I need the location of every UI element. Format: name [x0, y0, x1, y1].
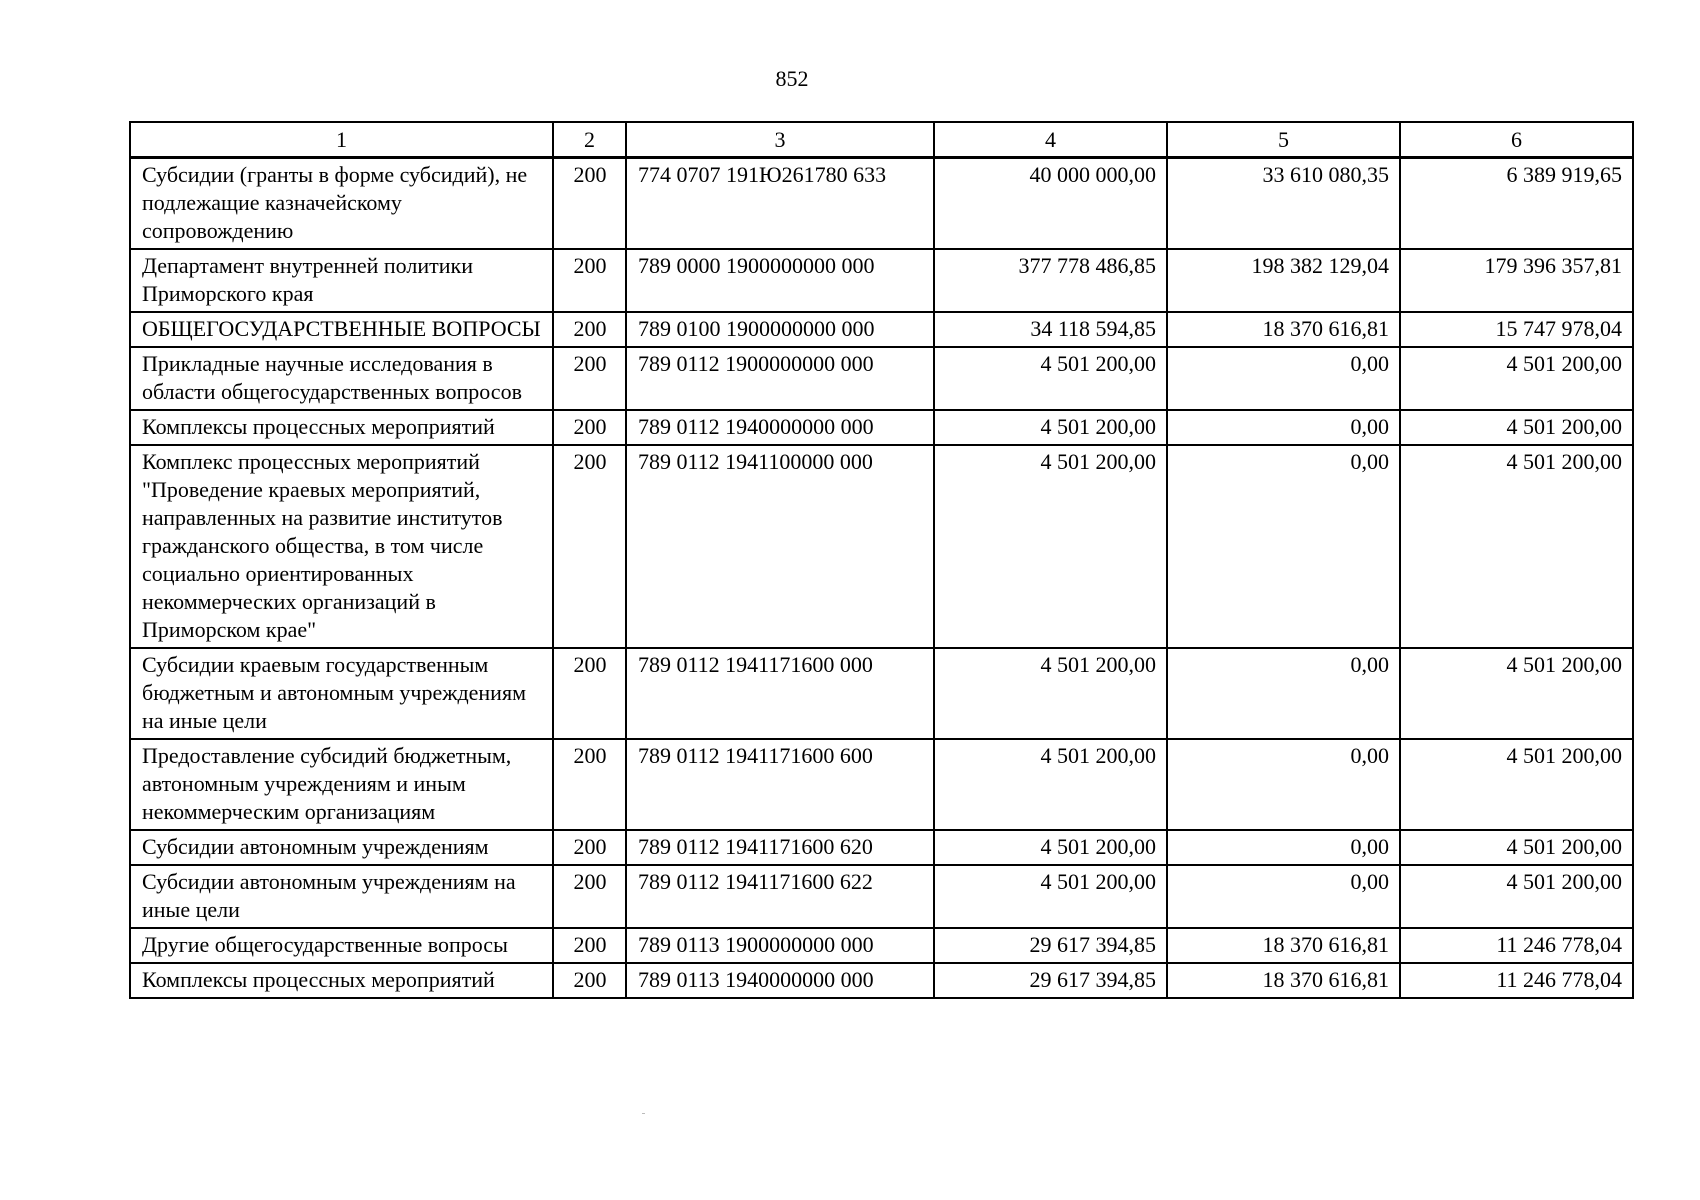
row-col-5: 0,00	[1167, 445, 1400, 648]
row-code: 789 0100 1900000000 000	[626, 312, 934, 347]
table-header-row	[130, 122, 1633, 158]
row-code: 789 0112 1940000000 000	[626, 410, 934, 445]
table-row	[130, 928, 1633, 963]
row-code-2: 200	[553, 865, 626, 928]
table-row	[130, 347, 1633, 410]
row-col-6: 4 501 200,00	[1400, 865, 1633, 928]
table-row	[130, 963, 1633, 998]
row-code-2: 200	[553, 347, 626, 410]
row-code-2: 200	[553, 249, 626, 312]
row-col-4: 4 501 200,00	[934, 865, 1167, 928]
row-code: 774 0707 191Ю261780 633	[626, 158, 934, 250]
row-col-5: 0,00	[1167, 830, 1400, 865]
row-col-4: 4 501 200,00	[934, 445, 1167, 648]
column-header-2: 2	[553, 122, 626, 158]
scan-speck	[642, 1113, 645, 1114]
row-col-5: 0,00	[1167, 410, 1400, 445]
row-name: Департамент внутренней политики Приморского края	[130, 249, 553, 312]
row-code: 789 0000 1900000000 000	[626, 249, 934, 312]
row-name: Субсидии краевым государственным бюджетным и автономным учреждениям на иные цели	[130, 648, 553, 739]
row-col-4: 377 778 486,85	[934, 249, 1167, 312]
row-col-6: 4 501 200,00	[1400, 410, 1633, 445]
row-name: Прикладные научные исследования в области общегосударственных вопросов	[130, 347, 553, 410]
row-col-4: 40 000 000,00	[934, 158, 1167, 250]
row-name: Субсидии автономным учреждениям	[130, 830, 553, 865]
row-col-4: 4 501 200,00	[934, 648, 1167, 739]
row-col-5: 0,00	[1167, 347, 1400, 410]
row-col-4: 29 617 394,85	[934, 928, 1167, 963]
row-code-2: 200	[553, 648, 626, 739]
row-code: 789 0112 1941171600 620	[626, 830, 934, 865]
row-col-4: 4 501 200,00	[934, 347, 1167, 410]
row-code-2: 200	[553, 158, 626, 250]
row-code: 789 0112 1941171600 600	[626, 739, 934, 830]
page-number: 852	[775, 66, 809, 91]
row-col-5: 18 370 616,81	[1167, 963, 1400, 998]
table-row	[130, 648, 1633, 739]
row-code-2: 200	[553, 963, 626, 998]
table-row	[130, 158, 1633, 250]
table-row	[130, 249, 1633, 312]
row-col-5: 0,00	[1167, 865, 1400, 928]
row-code: 789 0113 1940000000 000	[626, 963, 934, 998]
row-code: 789 0112 1900000000 000	[626, 347, 934, 410]
table-row	[130, 445, 1633, 648]
row-col-5: 33 610 080,35	[1167, 158, 1400, 250]
row-code-2: 200	[553, 928, 626, 963]
column-header-1: 1	[130, 122, 553, 158]
row-col-6: 179 396 357,81	[1400, 249, 1633, 312]
table-row	[130, 830, 1633, 865]
row-col-6: 6 389 919,65	[1400, 158, 1633, 250]
row-name: Комплексы процессных мероприятий	[130, 410, 553, 445]
table-row	[130, 312, 1633, 347]
row-col-4: 29 617 394,85	[934, 963, 1167, 998]
row-col-5: 198 382 129,04	[1167, 249, 1400, 312]
column-header-6: 6	[1400, 122, 1633, 158]
row-name: Предоставление субсидий бюджетным, автономным учреждениям и иным некоммерческим организациям	[130, 739, 553, 830]
row-col-4: 4 501 200,00	[934, 739, 1167, 830]
row-col-5: 18 370 616,81	[1167, 312, 1400, 347]
column-header-5: 5	[1167, 122, 1400, 158]
row-name: Комплекс процессных мероприятий "Проведение краевых мероприятий, направленных на развитие институтов гражданского общества, в том числе социально ориентированных некоммерческих организаций в Приморском крае"	[130, 445, 553, 648]
row-name: Субсидии автономным учреждениям на иные цели	[130, 865, 553, 928]
budget-table	[129, 121, 1634, 999]
table-body	[130, 158, 1633, 999]
row-col-6: 11 246 778,04	[1400, 928, 1633, 963]
column-header-3: 3	[626, 122, 934, 158]
row-col-6: 4 501 200,00	[1400, 739, 1633, 830]
row-col-6: 4 501 200,00	[1400, 648, 1633, 739]
row-col-4: 4 501 200,00	[934, 830, 1167, 865]
row-code: 789 0113 1900000000 000	[626, 928, 934, 963]
row-name: Другие общегосударственные вопросы	[130, 928, 553, 963]
row-code-2: 200	[553, 410, 626, 445]
row-name: ОБЩЕГОСУДАРСТВЕННЫЕ ВОПРОСЫ	[130, 312, 553, 347]
row-code: 789 0112 1941100000 000	[626, 445, 934, 648]
row-col-6: 4 501 200,00	[1400, 830, 1633, 865]
row-code-2: 200	[553, 830, 626, 865]
row-col-4: 34 118 594,85	[934, 312, 1167, 347]
row-col-6: 4 501 200,00	[1400, 445, 1633, 648]
row-code-2: 200	[553, 445, 626, 648]
row-col-6: 4 501 200,00	[1400, 347, 1633, 410]
row-col-5: 18 370 616,81	[1167, 928, 1400, 963]
row-col-4: 4 501 200,00	[934, 410, 1167, 445]
row-code-2: 200	[553, 312, 626, 347]
row-col-5: 0,00	[1167, 739, 1400, 830]
row-code: 789 0112 1941171600 000	[626, 648, 934, 739]
table-row	[130, 410, 1633, 445]
row-col-6: 11 246 778,04	[1400, 963, 1633, 998]
row-code: 789 0112 1941171600 622	[626, 865, 934, 928]
column-header-4: 4	[934, 122, 1167, 158]
table-row	[130, 739, 1633, 830]
row-name: Субсидии (гранты в форме субсидий), не подлежащие казначейскому сопровождению	[130, 158, 553, 250]
table-row	[130, 865, 1633, 928]
row-col-6: 15 747 978,04	[1400, 312, 1633, 347]
row-code-2: 200	[553, 739, 626, 830]
row-name: Комплексы процессных мероприятий	[130, 963, 553, 998]
row-col-5: 0,00	[1167, 648, 1400, 739]
